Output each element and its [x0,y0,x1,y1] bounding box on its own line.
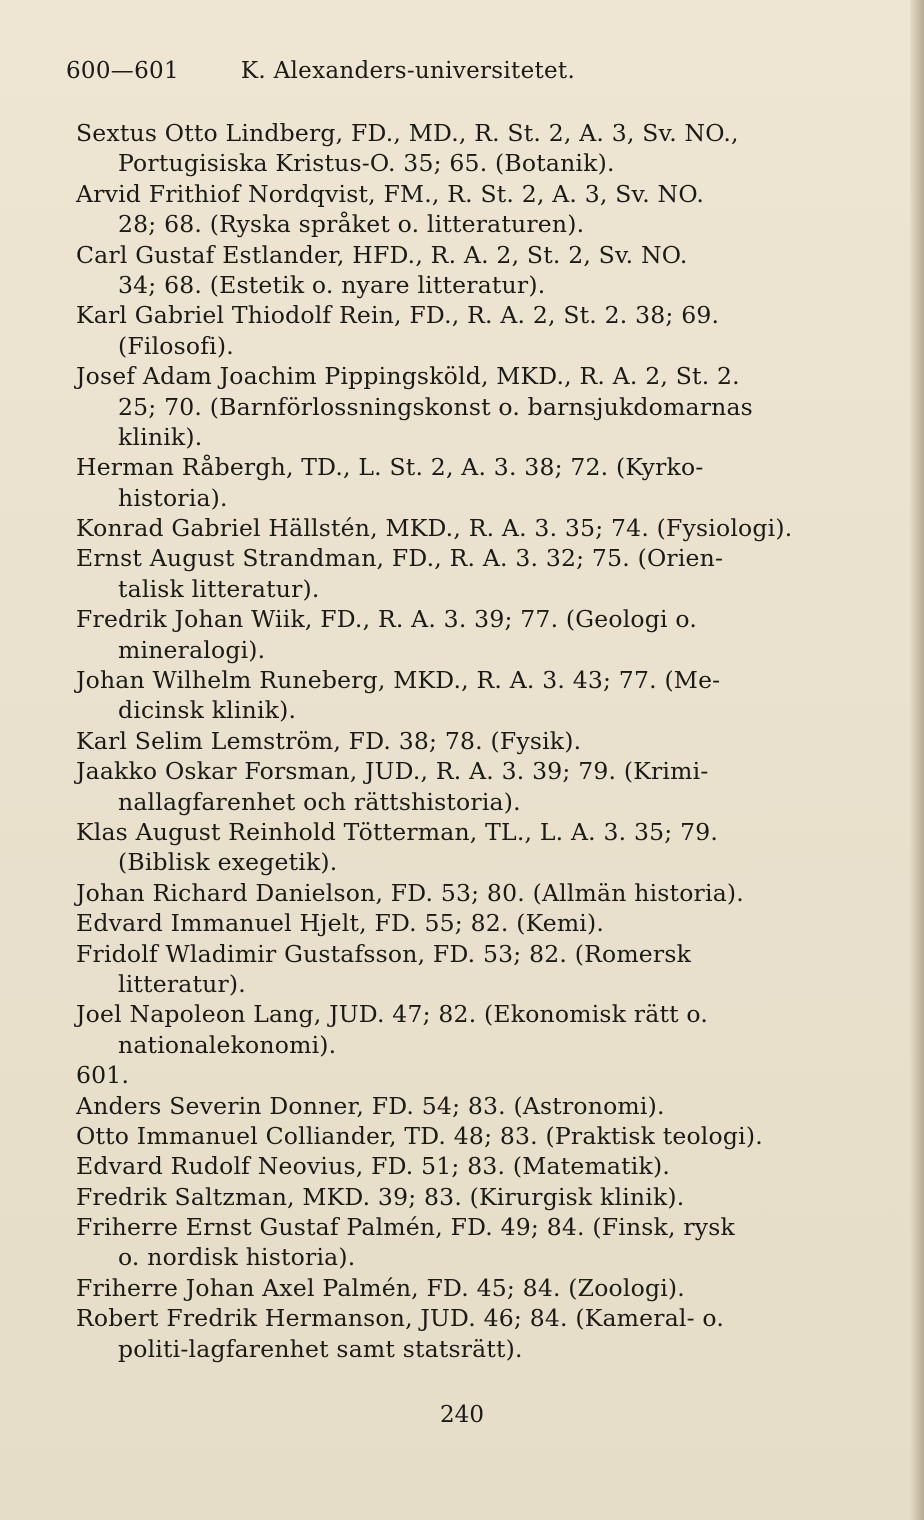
entry-line: Carl Gustaf Estlander, HFD., R. A. 2, St. 2, Sv. NO. [76,240,688,269]
entry-line: Friherre Johan Axel Palmén, FD. 45; 84. (Zoologi). [76,1273,685,1302]
entry-continuation-line: nallagfarenhet och rättshistoria). [118,787,521,816]
entry-line: Johan Richard Danielson, FD. 53; 80. (Allmän historia). [76,878,744,907]
entry-line: Friherre Ernst Gustaf Palmén, FD. 49; 84. (Finsk, rysk [76,1213,735,1242]
entry-line: Fridolf Wladimir Gustafsson, FD. 53; 82. (Romersk [76,939,692,968]
entry-continuation-line: talisk litteratur). [118,574,320,603]
entry-line: Josef Adam Joachim Pippingsköld, MKD., R. A. 2, St. 2. [76,362,740,391]
entry-continuation-line: nationalekonomi). [118,1030,337,1059]
entry-list [76,118,876,1364]
entry-continuation-line: (Filosofi). [118,331,234,360]
entry-line: Otto Immanuel Colliander, TD. 48; 83. (Praktisk teologi). [76,1121,763,1150]
entry-line: Ernst August Strandman, FD., R. A. 3. 32; 75. (Orien- [76,544,724,573]
entry-line: Jaakko Oskar Forsman, JUD., R. A. 3. 39; 79. (Krimi- [76,757,709,786]
header-page-range: 600—601 [66,58,179,84]
page-edge-shadow [910,0,924,1520]
entry-line: Karl Selim Lemström, FD. 38; 78. (Fysik). [76,726,582,755]
entry-continuation-line: mineralogi). [118,635,266,664]
entry-continuation-line: 34; 68. (Estetik o. nyare litteratur). [118,270,546,299]
entry-continuation-line: dicinsk klinik). [118,696,297,725]
entry-continuation-line: o. nordisk historia). [118,1243,356,1272]
entry-continuation-line: (Biblisk exegetik). [118,848,338,877]
entry-line: Edvard Rudolf Neovius, FD. 51; 83. (Matematik). [76,1152,670,1181]
entry-line: Arvid Frithiof Nordqvist, FM., R. St. 2, A. 3, Sv. NO. [76,179,705,208]
entry-line: Klas August Reinhold Tötterman, TL., L. A. 3. 35; 79. [76,817,719,846]
entry-line: Konrad Gabriel Hällstén, MKD., R. A. 3. 35; 74. (Fysiologi). [76,514,793,543]
entry-line: Johan Wilhelm Runeberg, MKD., R. A. 3. 43; 77. (Me- [76,666,721,695]
entry-line: Herman Råbergh, TD., L. St. 2, A. 3. 38; 72. (Kyrko- [76,453,704,482]
entry-line: Joel Napoleon Lang, JUD. 47; 82. (Ekonomisk rätt o. [76,1000,709,1029]
header-title: K. Alexanders-universitetet. [240,58,576,84]
page-number: 240 [440,1402,484,1428]
entry-continuation-line: politi-lagfarenhet samt statsrätt). [118,1334,523,1363]
entry-line: Anders Severin Donner, FD. 54; 83. (Astronomi). [76,1091,665,1120]
entry-continuation-line: 25; 70. (Barnförlossningskonst o. barnsjukdomarnas [118,392,753,421]
entry-line: Karl Gabriel Thiodolf Rein, FD., R. A. 2, St. 2. 38; 69. [76,301,720,330]
entry-line: Fredrik Johan Wiik, FD., R. A. 3. 39; 77. (Geologi o. [76,605,698,634]
entry-line: Edvard Immanuel Hjelt, FD. 55; 82. (Kemi). [76,909,605,938]
entry-continuation-line: litteratur). [118,969,246,998]
entry-continuation-line: historia). [118,483,228,512]
entry-line: Sextus Otto Lindberg, FD., MD., R. St. 2, A. 3, Sv. NO., [76,119,739,147]
entry-line: Fredrik Saltzman, MKD. 39; 83. (Kirurgisk klinik). [76,1182,685,1211]
entry-continuation-line: Portugisiska Kristus-O. 35; 65. (Botanik). [118,149,615,178]
entry-continuation-line: 28; 68. (Ryska språket o. litteraturen). [118,210,585,239]
running-header [66,58,575,84]
entry-continuation-line: klinik). [118,422,203,451]
entry-line: 601. [76,1061,130,1090]
entry-line: Robert Fredrik Hermanson, JUD. 46; 84. (Kameral- o. [76,1304,725,1333]
